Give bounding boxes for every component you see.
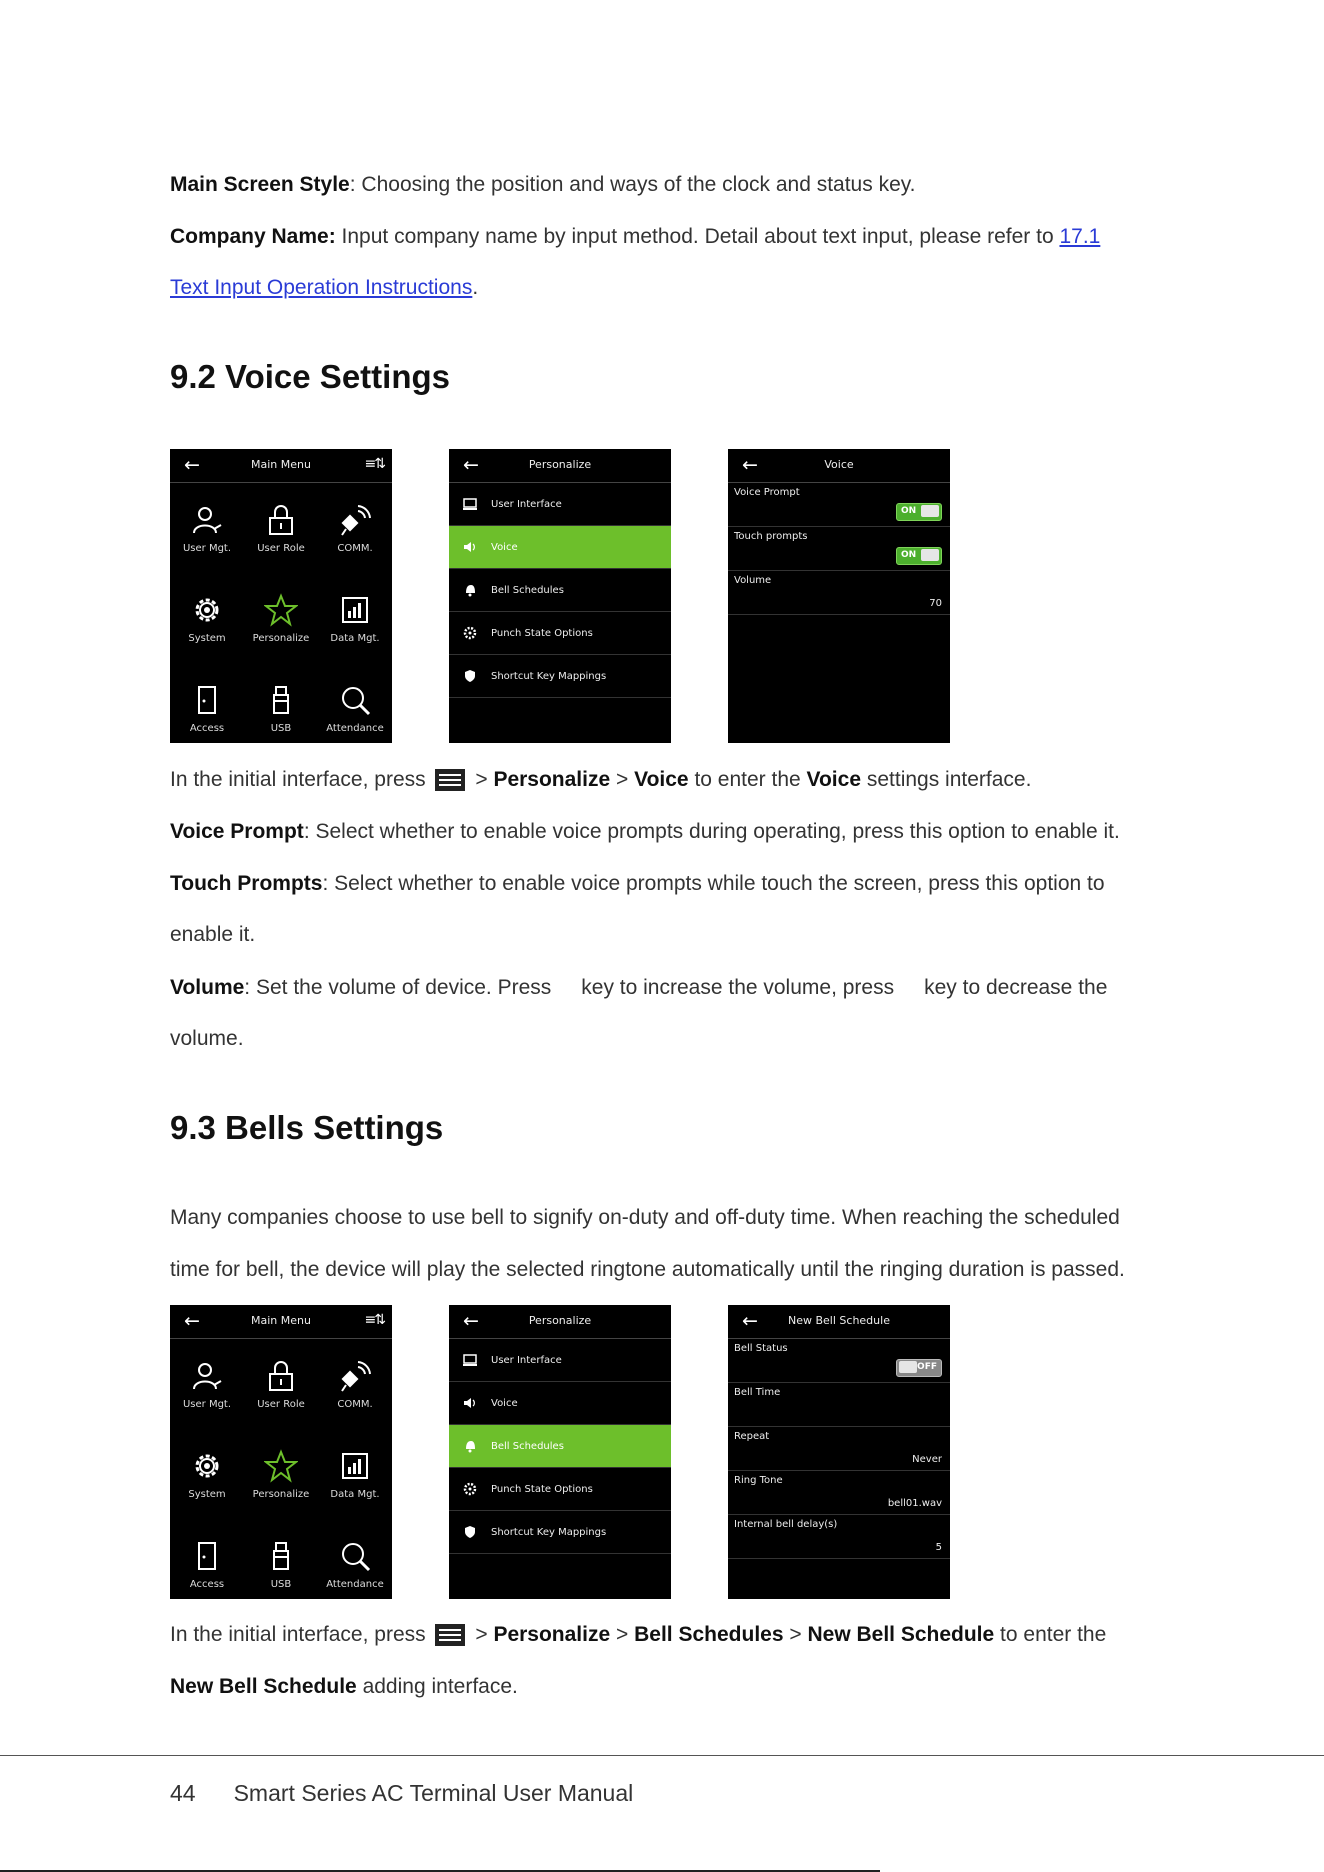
menu-item-data-mgt[interactable]	[318, 1435, 392, 1525]
menu-item-punch-state-options[interactable]	[449, 612, 671, 655]
title-bar	[449, 1305, 671, 1339]
menu-item-access[interactable]	[170, 1525, 244, 1599]
satellite-icon	[338, 1359, 372, 1393]
screen-title: Personalize	[528, 458, 592, 471]
menu-item-usb[interactable]	[244, 669, 318, 743]
page-number: 44	[170, 1780, 196, 1806]
menu-item-comm[interactable]	[318, 1345, 392, 1435]
menu-item-label: User Interface	[491, 498, 562, 510]
menu-item-label: Data Mgt.	[330, 633, 380, 644]
delay-value: 5	[935, 1542, 942, 1553]
menu-item-system[interactable]	[170, 579, 244, 669]
speaker-icon	[463, 540, 477, 554]
bells-intro-line1: Many companies choose to use bell to signify on-duty and off-duty time. When reaching the scheduled	[170, 1206, 1120, 1229]
menu-grid	[170, 483, 392, 743]
lock-icon	[264, 503, 298, 537]
row-label: Bell Time	[734, 1387, 781, 1398]
menu-key-icon	[435, 769, 465, 791]
punctuation: .	[472, 276, 479, 299]
internal-bell-delay-row[interactable]	[728, 1515, 950, 1559]
menu-item-label: Shortcut Key Mappings	[491, 1526, 607, 1538]
menu-item-label: System	[188, 1489, 226, 1500]
speaker-icon	[463, 1396, 477, 1410]
title-bar	[170, 1305, 392, 1339]
menu-item-label: Voice	[491, 541, 518, 553]
text: settings interface.	[866, 768, 1032, 791]
text: to enter the	[694, 768, 801, 791]
sort-icon[interactable]: ≡⇅	[364, 456, 384, 472]
menu-item-label: Shortcut Key Mappings	[491, 670, 607, 682]
menu-item-label: Attendance	[326, 1579, 384, 1590]
back-arrow-icon[interactable]: ←	[184, 454, 200, 476]
menu-item-bell-schedules[interactable]	[449, 1425, 671, 1468]
bell-status-row[interactable]	[728, 1339, 950, 1383]
menu-item-label: Bell Schedules	[491, 584, 564, 596]
screen-title: New Bell Schedule	[788, 1314, 890, 1327]
ring-tone-value: bell01.wav	[887, 1498, 942, 1509]
repeat-value: Never	[912, 1454, 942, 1465]
shield-icon	[463, 669, 477, 683]
menu-item-voice[interactable]	[449, 526, 671, 569]
menu-item-label: System	[188, 633, 226, 644]
touch-prompts-paragraph	[170, 869, 1105, 899]
toggle-state: ON	[901, 506, 917, 516]
star-icon	[264, 593, 298, 627]
lock-icon	[264, 1359, 298, 1393]
menu-item-attendance[interactable]	[318, 669, 392, 743]
title-bar	[728, 449, 950, 483]
menu-item-punch-state-options[interactable]	[449, 1468, 671, 1511]
gear-icon	[463, 1482, 477, 1496]
menu-item-shortcut-key-mappings[interactable]	[449, 1511, 671, 1554]
bells-navigation-paragraph-cont	[170, 1672, 518, 1702]
term: Bell Schedules	[634, 1623, 784, 1646]
bell-status-toggle[interactable]	[896, 1359, 942, 1377]
voice-prompt-toggle[interactable]	[896, 503, 942, 521]
menu-item-user-role[interactable]	[244, 489, 318, 579]
menu-item-label: COMM.	[337, 543, 373, 554]
row-label: Volume	[734, 575, 772, 586]
volume-value: 70	[929, 598, 942, 609]
menu-item-label: Voice	[491, 1397, 518, 1409]
menu-item-system[interactable]	[170, 1435, 244, 1525]
menu-item-label: Data Mgt.	[330, 1489, 380, 1500]
separator: >	[475, 768, 488, 791]
user-icon	[190, 1359, 224, 1393]
menu-item-label: User Interface	[491, 1354, 562, 1366]
menu-item-label: Access	[189, 1579, 225, 1590]
star-icon	[264, 1449, 298, 1483]
term: Personalize	[493, 1623, 611, 1646]
toggle-state: ON	[901, 550, 917, 560]
menu-key-icon	[435, 1624, 465, 1646]
usb-icon	[264, 683, 298, 717]
text: In the initial interface, press	[170, 1623, 426, 1646]
section-heading-voice: 9.2 Voice Settings	[170, 358, 450, 395]
menu-item-label: USB	[270, 723, 292, 734]
menu-item-label: User Mgt.	[182, 543, 232, 554]
row-label: Ring Tone	[734, 1475, 783, 1486]
shield-icon	[463, 1525, 477, 1539]
new-bell-schedule-screen	[728, 1305, 950, 1599]
menu-item-user-interface[interactable]	[449, 483, 671, 526]
term: Personalize	[493, 768, 611, 791]
menu-grid	[170, 1339, 392, 1599]
main-menu-screen	[170, 449, 392, 743]
text: In the initial interface, press	[170, 768, 426, 791]
toggle-knob	[921, 505, 939, 517]
voice-screen	[728, 449, 950, 743]
menu-item-user-interface[interactable]	[449, 1339, 671, 1382]
usb-icon	[264, 1539, 298, 1573]
menu-item-bell-schedules[interactable]	[449, 569, 671, 612]
title-bar	[449, 449, 671, 483]
menu-item-label: USB	[270, 1579, 292, 1590]
separator: >	[616, 768, 629, 791]
term: New Bell Schedule	[170, 1675, 357, 1698]
menu-item-label: Punch State Options	[491, 1483, 593, 1495]
menu-item-label: User Role	[257, 1399, 305, 1410]
term: Touch Prompts	[170, 872, 323, 895]
menu-item-label: COMM.	[337, 1399, 373, 1410]
repeat-row[interactable]	[728, 1427, 950, 1471]
back-arrow-icon[interactable]: ←	[742, 1310, 758, 1332]
section-link[interactable]: 17.1	[1059, 225, 1101, 248]
bells-intro-line2: time for bell, the device will play the selected ringtone automatically until the ringing duration is passed.	[170, 1258, 1125, 1281]
screen-title: Main Menu	[251, 458, 311, 471]
menu-item-label: Bell Schedules	[491, 1440, 564, 1452]
text: adding interface.	[362, 1675, 518, 1698]
menu-item-shortcut-key-mappings[interactable]	[449, 655, 671, 698]
description: Input company name by input method. Detail about text input, please refer to	[335, 225, 1060, 248]
term: Main Screen Style	[170, 173, 350, 196]
menu-item-personalize[interactable]	[244, 1435, 318, 1525]
term: Voice	[806, 768, 861, 791]
toggle-state: OFF	[917, 1362, 937, 1372]
menu-item-attendance[interactable]	[318, 1525, 392, 1599]
search-icon	[338, 683, 372, 717]
gear-icon	[190, 593, 224, 627]
term: Voice	[634, 768, 689, 791]
text: to enter the	[1000, 1623, 1107, 1646]
bell-icon	[463, 1439, 477, 1453]
row-label: Touch prompts	[734, 531, 808, 542]
personalize-screen	[449, 449, 671, 743]
screen-title: Voice	[824, 458, 854, 471]
section-heading-bells: 9.3 Bells Settings	[170, 1109, 444, 1146]
term: Company Name:	[170, 225, 336, 248]
menu-item-usb[interactable]	[244, 1525, 318, 1599]
gear-icon	[190, 1449, 224, 1483]
company-name-paragraph-cont	[170, 273, 478, 303]
title-bar	[170, 449, 392, 483]
search-icon	[338, 1539, 372, 1573]
separator: >	[616, 1623, 629, 1646]
section-link[interactable]: Text Input Operation Instructions	[170, 276, 473, 299]
menu-item-label: Access	[189, 723, 225, 734]
monitor-icon	[463, 497, 477, 511]
main-screen-style-paragraph	[170, 170, 916, 200]
menu-item-user-role[interactable]	[244, 1345, 318, 1435]
company-name-paragraph	[170, 222, 1100, 252]
monitor-icon	[463, 1353, 477, 1367]
row-label: Internal bell delay(s)	[734, 1519, 838, 1530]
volume-paragraph	[170, 973, 1107, 1003]
toggle-knob	[921, 549, 939, 561]
row-label: Repeat	[734, 1431, 770, 1442]
screen-title: Main Menu	[251, 1314, 311, 1327]
back-arrow-icon[interactable]: ←	[742, 454, 758, 476]
menu-item-user-mgt[interactable]	[170, 489, 244, 579]
description: : Select whether to enable voice prompts while touch the screen, press this option to	[322, 872, 1105, 895]
row-label: Bell Status	[734, 1343, 788, 1354]
back-arrow-icon[interactable]: ←	[463, 1310, 479, 1332]
menu-item-label: Attendance	[326, 723, 384, 734]
page-footer	[170, 1780, 633, 1807]
menu-item-label: Personalize	[252, 1489, 310, 1500]
term: New Bell Schedule	[807, 1623, 995, 1646]
menu-item-voice[interactable]	[449, 1382, 671, 1425]
menu-item-label: User Role	[257, 543, 305, 554]
manual-title: Smart Series AC Terminal User Manual	[233, 1780, 634, 1806]
personalize-screen	[449, 1305, 671, 1599]
toggle-knob	[899, 1361, 917, 1373]
voice-navigation-paragraph	[170, 765, 1031, 795]
door-icon	[190, 1539, 224, 1573]
chart-icon	[338, 593, 372, 627]
menu-item-comm[interactable]	[318, 489, 392, 579]
ring-tone-row[interactable]	[728, 1471, 950, 1515]
touch-prompts-toggle[interactable]	[896, 547, 942, 565]
description: key to decrease the	[924, 976, 1108, 999]
menu-item-user-mgt[interactable]	[170, 1345, 244, 1435]
menu-item-label: User Mgt.	[182, 1399, 232, 1410]
voice-prompt-row[interactable]	[728, 483, 950, 527]
gear-icon	[463, 626, 477, 640]
door-icon	[190, 683, 224, 717]
term: Voice Prompt	[170, 820, 304, 843]
touch-prompts-row[interactable]	[728, 527, 950, 571]
menu-item-access[interactable]	[170, 669, 244, 743]
volume-paragraph-cont: volume.	[170, 1027, 244, 1050]
title-bar	[728, 1305, 950, 1339]
bell-time-row[interactable]	[728, 1383, 950, 1427]
satellite-icon	[338, 503, 372, 537]
menu-item-data-mgt[interactable]	[318, 579, 392, 669]
row-label: Voice Prompt	[734, 487, 800, 498]
user-icon	[190, 503, 224, 537]
separator: >	[789, 1623, 802, 1646]
menu-item-personalize[interactable]	[244, 579, 318, 669]
sort-icon[interactable]: ≡⇅	[364, 1312, 384, 1328]
touch-prompts-paragraph-cont: enable it.	[170, 923, 256, 946]
bell-icon	[463, 583, 477, 597]
menu-item-label: Personalize	[252, 633, 310, 644]
menu-item-label: Punch State Options	[491, 627, 593, 639]
main-menu-screen	[170, 1305, 392, 1599]
description: key to increase the volume, press	[581, 976, 895, 999]
volume-row[interactable]	[728, 571, 950, 615]
back-arrow-icon[interactable]: ←	[463, 454, 479, 476]
separator: >	[475, 1623, 488, 1646]
description: : Select whether to enable voice prompts during operating, press this option to enable it.	[303, 820, 1120, 843]
description: : Choosing the position and ways of the clock and status key.	[349, 173, 916, 196]
bells-navigation-paragraph	[170, 1620, 1106, 1650]
voice-prompt-paragraph	[170, 817, 1120, 847]
description: : Set the volume of device. Press	[244, 976, 552, 999]
back-arrow-icon[interactable]: ←	[184, 1310, 200, 1332]
footer-divider	[0, 1755, 1324, 1756]
chart-icon	[338, 1449, 372, 1483]
screen-title: Personalize	[528, 1314, 592, 1327]
term: Volume	[170, 976, 245, 999]
